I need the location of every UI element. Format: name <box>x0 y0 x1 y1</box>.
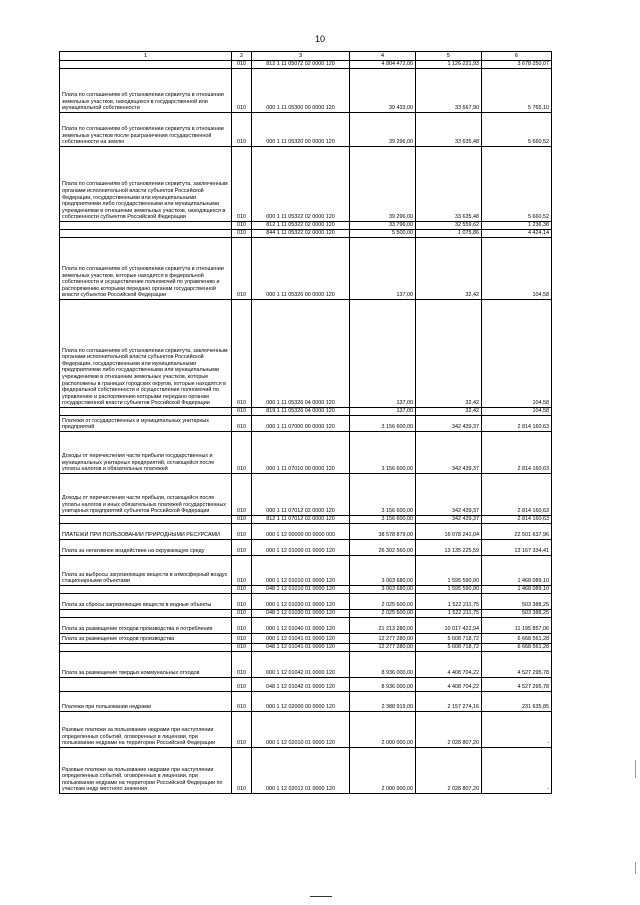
row-approved-amount: 38 578 879,00 <box>350 524 416 540</box>
row-name: ПЛАТЕЖИ ПРИ ПОЛЬЗОВАНИИ ПРИРОДНЫМИ РЕСУРСАМИ <box>60 524 232 540</box>
row-executed-amount: 10 017 422,94 <box>416 618 482 634</box>
row-name: Разовые платежи за пользование недрами при наступлении определенных событий, оговоренных в лицензии, при пользовании недрами на территории Российской Федерации <box>60 712 232 748</box>
row-executed-amount: 5 608 718,72 <box>416 634 482 644</box>
row-line-code: 010 <box>232 147 252 222</box>
row-budget-code: 000 1 12 01041 01 0000 120 <box>252 634 350 644</box>
row-approved-amount: 3 063 680,00 <box>350 586 416 594</box>
row-line-code: 010 <box>232 594 252 610</box>
table-row <box>60 61 552 69</box>
footer-mark <box>310 896 332 897</box>
row-budget-code: 000 1 11 05326 00 0000 120 <box>252 238 350 300</box>
row-remaining-amount: 104,58 <box>482 300 552 408</box>
row-line-code: 010 <box>232 644 252 652</box>
row-name <box>60 222 232 230</box>
row-name: Плата по соглашениям об установлении сервитута, заключенным органами исполнительной власти субъектов Российской Федерации, государственными или муниципальными предприятиями либо государственными или муниципальными учреждениями в отношении земельных участков, находящихся в собственности субъектов Российской Федерации <box>60 147 232 222</box>
table-row <box>60 416 552 432</box>
table-row <box>60 556 552 586</box>
row-approved-amount: 2 388 919,00 <box>350 692 416 712</box>
row-remaining-amount: - <box>482 748 552 794</box>
row-name <box>60 610 232 618</box>
row-budget-code: 000 1 12 01010 01 0000 120 <box>252 556 350 586</box>
row-executed-amount: 342 439,37 <box>416 416 482 432</box>
row-name: Плата за негативное воздействие на окружающую среду <box>60 540 232 556</box>
row-line-code: 010 <box>232 540 252 556</box>
row-line-code: 010 <box>232 652 252 678</box>
row-budget-code: 000 1 12 00000 00 0000 000 <box>252 524 350 540</box>
row-budget-code: 000 1 12 01042 01 0000 120 <box>252 652 350 678</box>
row-executed-amount: 16 078 241,04 <box>416 524 482 540</box>
row-budget-code: 812 1 11 07012 02 0000 120 <box>252 516 350 524</box>
row-line-code: 010 <box>232 416 252 432</box>
row-budget-code: 812 1 11 05322 02 0000 120 <box>252 222 350 230</box>
row-line-code: 010 <box>232 113 252 147</box>
table-row <box>60 594 552 610</box>
row-approved-amount: 137,00 <box>350 300 416 408</box>
row-remaining-amount: 1 236,38 <box>482 222 552 230</box>
row-name <box>60 516 232 524</box>
row-executed-amount: 13 135 225,59 <box>416 540 482 556</box>
row-remaining-amount: 2 814 160,63 <box>482 474 552 516</box>
row-name: Плата по соглашениям об установлении сервитута, заключенным органами исполнительной власти субъектов Российской Федерации, государственными или муниципальными предприятиями либо государственными или муниципальными учреждениями в отношении земельных участков, которые расположены в границах городских округов, которые находятся в федеральной собственности и осуществление полномочий по управлению и распоряжению которыми передано органам государственной власти субъектов Российской Федерации <box>60 300 232 408</box>
row-approved-amount: 3 156 600,00 <box>350 416 416 432</box>
table-row <box>60 540 552 556</box>
row-budget-code: 000 1 12 02000 00 0000 120 <box>252 692 350 712</box>
row-approved-amount: 5 500,00 <box>350 230 416 238</box>
row-budget-code: 048 1 12 01042 01 0000 120 <box>252 678 350 692</box>
row-budget-code: 000 1 12 01040 01 0000 120 <box>252 618 350 634</box>
row-name: Доходы от перечисления части прибыли государственных и муниципальных унитарных предприятий, остающейся после уплаты налогов и обязательных платежей <box>60 432 232 474</box>
row-line-code: 010 <box>232 238 252 300</box>
row-line-code: 010 <box>232 524 252 540</box>
row-executed-amount: 1 522 211,75 <box>416 610 482 618</box>
row-name: Платежи при пользовании недрами <box>60 692 232 712</box>
table-row <box>60 712 552 748</box>
row-approved-amount: 21 213 280,00 <box>350 618 416 634</box>
row-approved-amount: 39 296,00 <box>350 147 416 222</box>
table-row <box>60 222 552 230</box>
row-name <box>60 678 232 692</box>
row-line-code: 010 <box>232 474 252 516</box>
row-name: Плата по соглашениям об установлении сервитута в отношении земельных участков, находящихся в государственной или муниципальной собственности <box>60 69 232 113</box>
row-budget-code: 000 1 11 05326 04 0000 120 <box>252 300 350 408</box>
row-executed-amount: 1 595 590,90 <box>416 556 482 586</box>
row-remaining-amount: 2 814 160,63 <box>482 432 552 474</box>
scan-edge-mark <box>635 760 636 778</box>
table-row <box>60 678 552 692</box>
row-approved-amount: 39 296,00 <box>350 113 416 147</box>
row-approved-amount: 8 936 000,00 <box>350 678 416 692</box>
table-row <box>60 238 552 300</box>
table-row <box>60 644 552 652</box>
row-approved-amount: 137,00 <box>350 238 416 300</box>
row-budget-code: 048 1 12 01041 01 0000 120 <box>252 644 350 652</box>
row-executed-amount: 32,42 <box>416 300 482 408</box>
row-approved-amount: 3 156 600,00 <box>350 474 416 516</box>
row-line-code: 010 <box>232 586 252 594</box>
row-remaining-amount: 104,58 <box>482 408 552 416</box>
table-row <box>60 652 552 678</box>
row-name <box>60 61 232 69</box>
row-approved-amount: 39 433,00 <box>350 69 416 113</box>
row-remaining-amount: 503 388,25 <box>482 610 552 618</box>
row-remaining-amount: 1 468 089,10 <box>482 586 552 594</box>
row-name: Платежи от государственных и муниципальных унитарных предприятий <box>60 416 232 432</box>
table-row <box>60 516 552 524</box>
row-executed-amount: 342 439,37 <box>416 474 482 516</box>
row-remaining-amount: 6 668 561,28 <box>482 634 552 644</box>
row-remaining-amount: 5 660,52 <box>482 147 552 222</box>
row-executed-amount: 342 439,37 <box>416 516 482 524</box>
row-approved-amount: 3 156 600,00 <box>350 516 416 524</box>
row-executed-amount: 33 635,48 <box>416 147 482 222</box>
row-name <box>60 586 232 594</box>
row-budget-code: 000 1 12 02012 01 0000 120 <box>252 748 350 794</box>
row-budget-code: 812 1 11 05072 02 0000 120 <box>252 61 350 69</box>
row-name: Доходы от перечисления части прибыли, остающейся после уплаты налогов и иных обязательных платежей государственных унитарных предприятий субъектов Российской Федерации <box>60 474 232 516</box>
header-col-4: 4 <box>350 52 416 61</box>
table-row <box>60 69 552 113</box>
row-line-code: 010 <box>232 408 252 416</box>
table-row <box>60 748 552 794</box>
row-line-code: 010 <box>232 300 252 408</box>
row-executed-amount: 1 595 590,90 <box>416 586 482 594</box>
row-line-code: 010 <box>232 69 252 113</box>
table-row <box>60 586 552 594</box>
row-approved-amount: 12 277 280,00 <box>350 644 416 652</box>
row-name: Плата за размещение твердых коммунальных отходов <box>60 652 232 678</box>
row-executed-amount: 1 522 211,75 <box>416 594 482 610</box>
row-executed-amount: 1 126 221,93 <box>416 61 482 69</box>
row-remaining-amount: 3 678 250,07 <box>482 61 552 69</box>
row-approved-amount: 2 025 600,00 <box>350 610 416 618</box>
row-name: Плата по соглашениям об установлении сервитута в отношении земельных участков, которые находятся в федеральной собственности и осуществление полномочий по управлению и распоряжению которыми передано органам государственной власти субъектов Российской Федерации <box>60 238 232 300</box>
row-remaining-amount: 4 527 295,78 <box>482 678 552 692</box>
row-remaining-amount: 6 668 561,28 <box>482 644 552 652</box>
row-line-code: 010 <box>232 556 252 586</box>
row-line-code: 010 <box>232 230 252 238</box>
table-row <box>60 113 552 147</box>
row-executed-amount: 5 608 718,72 <box>416 644 482 652</box>
row-budget-code: 844 1 11 05322 02 0000 120 <box>252 230 350 238</box>
row-remaining-amount: 2 814 160,63 <box>482 416 552 432</box>
row-budget-code: 000 1 11 07010 00 0000 120 <box>252 432 350 474</box>
table-row <box>60 300 552 408</box>
row-line-code: 010 <box>232 712 252 748</box>
row-budget-code: 000 1 11 07012 02 0000 120 <box>252 474 350 516</box>
row-budget-code: 000 1 12 01000 01 0000 120 <box>252 540 350 556</box>
page-number: 10 <box>314 34 325 44</box>
row-remaining-amount: 5 765,10 <box>482 69 552 113</box>
row-line-code: 010 <box>232 432 252 474</box>
row-line-code: 010 <box>232 222 252 230</box>
row-name: Разовые платежи за пользование недрами при наступлении определенных событий, оговоренных в лицензии, при пользовании недрами на территории Российской Федерации по участкам недр местного значения <box>60 748 232 794</box>
row-line-code: 010 <box>232 610 252 618</box>
row-name: Плата за размещение отходов производства <box>60 634 232 644</box>
row-remaining-amount: 4 424,14 <box>482 230 552 238</box>
row-approved-amount: 26 302 560,00 <box>350 540 416 556</box>
row-approved-amount: 33 796,00 <box>350 222 416 230</box>
table-row <box>60 230 552 238</box>
row-name: Плата за сбросы загрязняющих веществ в водные объекты <box>60 594 232 610</box>
row-budget-code: 000 1 11 05320 00 0000 120 <box>252 113 350 147</box>
revenue-table <box>59 51 552 794</box>
row-name: Плата за выбросы загрязняющих веществ в атмосферный воздух стационарными объектами <box>60 556 232 586</box>
row-line-code: 010 <box>232 634 252 644</box>
row-line-code: 010 <box>232 516 252 524</box>
header-col-1: 1 <box>60 52 232 61</box>
row-executed-amount: 1 075,86 <box>416 230 482 238</box>
row-executed-amount: 32,42 <box>416 408 482 416</box>
header-col-3: 3 <box>252 52 350 61</box>
row-budget-code: 000 1 11 05322 02 0000 120 <box>252 147 350 222</box>
row-executed-amount: 4 408 704,22 <box>416 652 482 678</box>
row-executed-amount: 33 667,90 <box>416 69 482 113</box>
scan-edge-mark <box>635 862 636 874</box>
row-remaining-amount: 11 195 857,06 <box>482 618 552 634</box>
table-row <box>60 147 552 222</box>
row-remaining-amount: 13 167 334,41 <box>482 540 552 556</box>
row-name <box>60 408 232 416</box>
row-remaining-amount: 4 527 295,78 <box>482 652 552 678</box>
table-row <box>60 634 552 644</box>
row-approved-amount: 137,00 <box>350 408 416 416</box>
row-line-code: 010 <box>232 748 252 794</box>
table-row <box>60 408 552 416</box>
table-row <box>60 692 552 712</box>
row-budget-code: 000 1 11 05300 00 0000 120 <box>252 69 350 113</box>
row-approved-amount: 4 804 472,00 <box>350 61 416 69</box>
table-row <box>60 618 552 634</box>
row-executed-amount: 2 028 807,20 <box>416 748 482 794</box>
table-body <box>60 61 552 794</box>
row-executed-amount: 4 408 704,22 <box>416 678 482 692</box>
row-name: Плата по соглашениям об установлении сервитута в отношении земельных участков после разграничения государственной собственности на землю <box>60 113 232 147</box>
row-name <box>60 230 232 238</box>
row-approved-amount: 2 025 600,00 <box>350 594 416 610</box>
row-budget-code: 000 1 12 02010 01 0000 120 <box>252 712 350 748</box>
row-line-code: 010 <box>232 692 252 712</box>
row-approved-amount: 2 000 000,00 <box>350 748 416 794</box>
row-remaining-amount: 503 388,25 <box>482 594 552 610</box>
row-name <box>60 644 232 652</box>
row-executed-amount: 342 439,37 <box>416 432 482 474</box>
row-budget-code: 048 1 12 01010 01 0000 120 <box>252 586 350 594</box>
row-budget-code: 000 1 12 01030 01 0000 120 <box>252 594 350 610</box>
row-budget-code: 000 1 11 07000 00 0000 120 <box>252 416 350 432</box>
row-approved-amount: 3 156 600,00 <box>350 432 416 474</box>
table-header-row <box>60 52 552 61</box>
row-approved-amount: 3 063 680,00 <box>350 556 416 586</box>
row-line-code: 010 <box>232 618 252 634</box>
row-remaining-amount: 1 468 089,10 <box>482 556 552 586</box>
row-line-code: 010 <box>232 678 252 692</box>
row-executed-amount: 33 635,48 <box>416 113 482 147</box>
row-remaining-amount: 104,58 <box>482 238 552 300</box>
header-col-6: 6 <box>482 52 552 61</box>
row-budget-code: 819 1 11 05326 04 0000 120 <box>252 408 350 416</box>
row-budget-code: 048 1 12 01030 01 0000 120 <box>252 610 350 618</box>
row-name: Плата за размещение отходов производства и потребления <box>60 618 232 634</box>
row-remaining-amount: 2 814 160,63 <box>482 516 552 524</box>
table-row <box>60 524 552 540</box>
table-row <box>60 474 552 516</box>
header-col-5: 5 <box>416 52 482 61</box>
row-executed-amount: 2 028 807,20 <box>416 712 482 748</box>
row-executed-amount: 2 157 274,16 <box>416 692 482 712</box>
header-col-2: 2 <box>232 52 252 61</box>
row-remaining-amount: 5 660,52 <box>482 113 552 147</box>
row-remaining-amount: 22 501 637,96 <box>482 524 552 540</box>
table-row <box>60 432 552 474</box>
row-remaining-amount: 231 635,85 <box>482 692 552 712</box>
row-remaining-amount: - <box>482 712 552 748</box>
row-approved-amount: 8 936 000,00 <box>350 652 416 678</box>
row-executed-amount: 32 559,62 <box>416 222 482 230</box>
row-approved-amount: 2 000 000,00 <box>350 712 416 748</box>
row-line-code: 010 <box>232 61 252 69</box>
row-executed-amount: 32,42 <box>416 238 482 300</box>
row-approved-amount: 12 277 280,00 <box>350 634 416 644</box>
table-row <box>60 610 552 618</box>
